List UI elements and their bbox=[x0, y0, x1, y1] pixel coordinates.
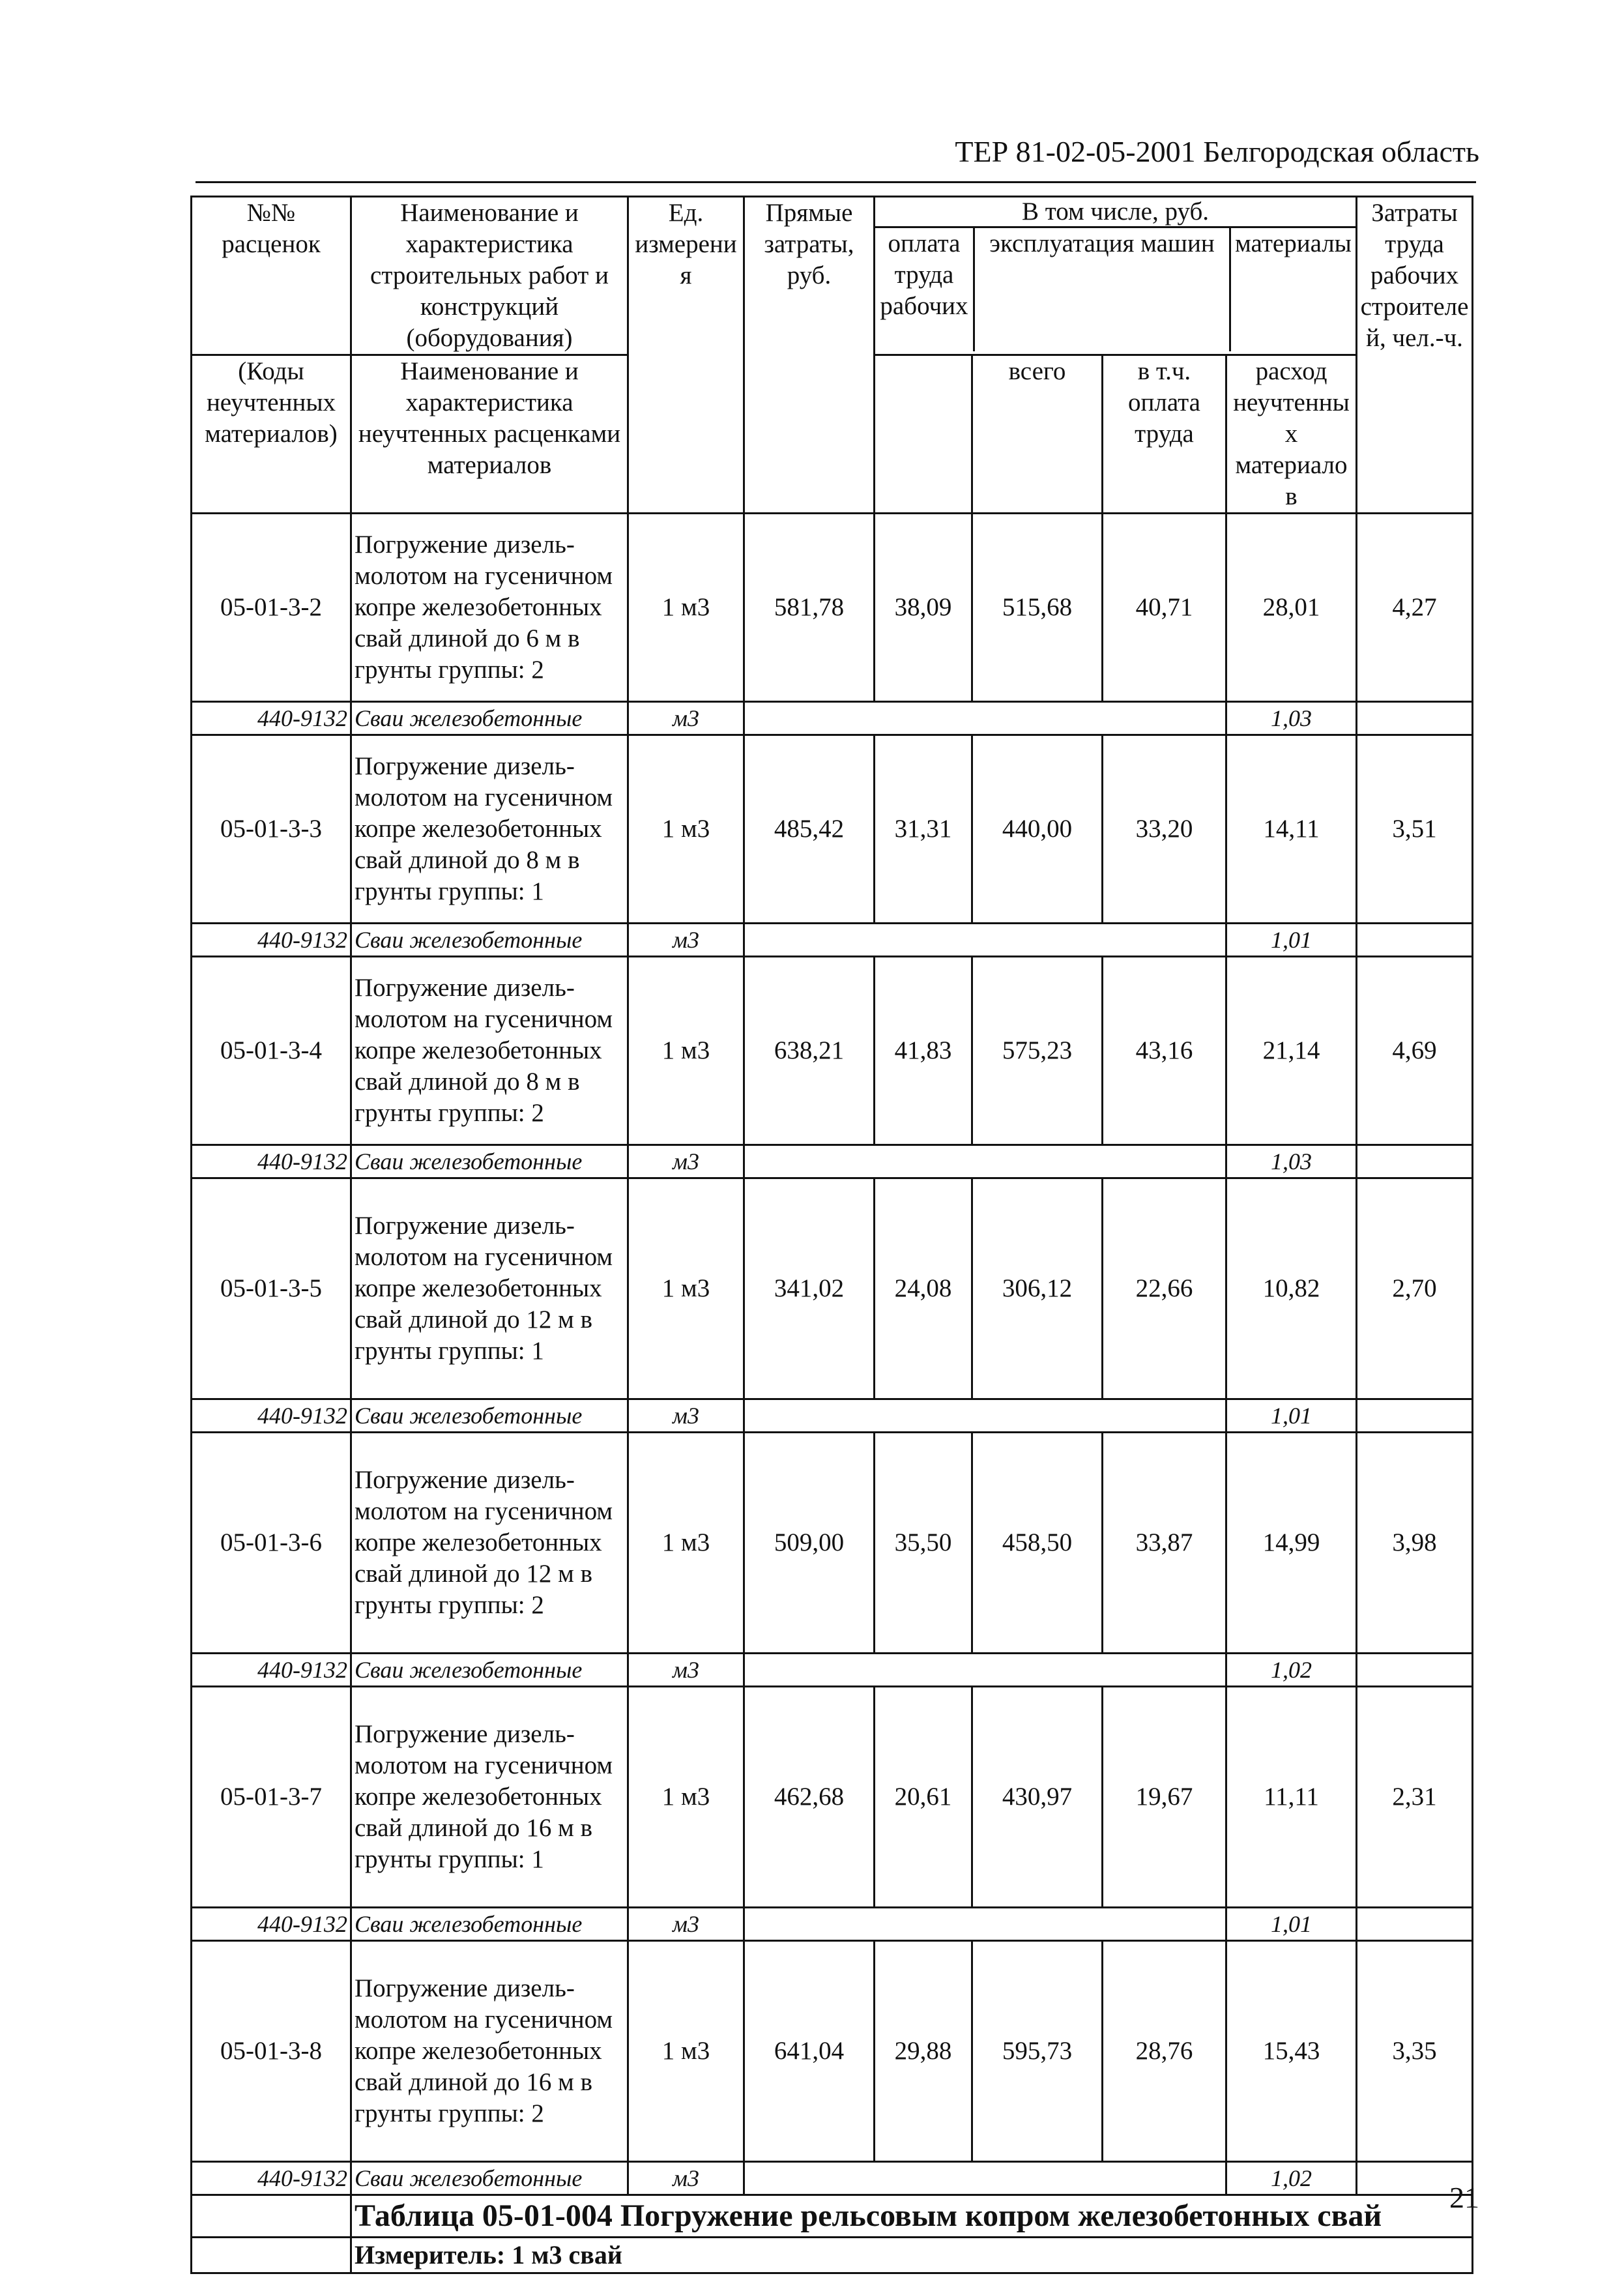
rate-name: Погружение дизель-молотом на гусеничном копре железобетонных свай длиной до 6 м в грунты группы: 2 bbox=[351, 514, 628, 702]
material-row bbox=[192, 1145, 1473, 1178]
rate-labor-hours: 2,70 bbox=[1357, 1178, 1473, 1399]
material-empty bbox=[744, 1399, 1226, 1433]
rate-code: 05-01-3-3 bbox=[192, 735, 351, 924]
rate-direct: 581,78 bbox=[744, 514, 875, 702]
rate-labor: 24,08 bbox=[875, 1178, 972, 1399]
rate-machines-pay: 33,20 bbox=[1103, 735, 1226, 924]
rate-machines-pay: 22,66 bbox=[1103, 1178, 1226, 1399]
rate-machines-pay: 28,76 bbox=[1103, 1941, 1226, 2162]
material-code: 440-9132 bbox=[192, 2162, 351, 2195]
rate-labor: 38,09 bbox=[875, 514, 972, 702]
rate-unit: 1 м3 bbox=[628, 1687, 744, 1908]
meter-empty bbox=[192, 2238, 351, 2273]
material-name: Сваи железобетонные bbox=[351, 1145, 628, 1178]
rate-direct: 485,42 bbox=[744, 735, 875, 924]
material-code: 440-9132 bbox=[192, 924, 351, 957]
rate-name: Погружение дизель-молотом на гусеничном копре железобетонных свай длиной до 8 м в грунты группы: 1 bbox=[351, 735, 628, 924]
rate-materials: 28,01 bbox=[1226, 514, 1357, 702]
rate-direct: 638,21 bbox=[744, 957, 875, 1145]
material-row bbox=[192, 702, 1473, 735]
meter-row bbox=[192, 2238, 1473, 2273]
material-empty bbox=[744, 1654, 1226, 1687]
header-direct: Прямые затраты, руб. bbox=[744, 197, 875, 514]
table-caption: Таблица 05-01-004 Погружение рельсовым копром железобетонных свай bbox=[351, 2195, 1473, 2238]
rate-labor: 29,88 bbox=[875, 1941, 972, 2162]
header-labor-cost: Затраты труда рабочих строителей, чел.-ч. bbox=[1357, 197, 1473, 514]
header-name-materials: Наименование и характеристика неучтенных расценками материалов bbox=[351, 355, 628, 514]
rate-name: Погружение дизель-молотом на гусеничном копре железобетонных свай длиной до 16 м в грунты группы: 2 bbox=[351, 1941, 628, 2162]
rate-name: Погружение дизель-молотом на гусеничном копре железобетонных свай длиной до 8 м в грунты группы: 2 bbox=[351, 957, 628, 1145]
material-code: 440-9132 bbox=[192, 1399, 351, 1433]
rate-direct: 341,02 bbox=[744, 1178, 875, 1399]
header-including-group bbox=[875, 197, 1357, 355]
material-row bbox=[192, 1654, 1473, 1687]
header-rule bbox=[196, 181, 1476, 183]
rate-labor: 31,31 bbox=[875, 735, 972, 924]
material-unit: м3 bbox=[628, 924, 744, 957]
rate-labor-hours: 4,69 bbox=[1357, 957, 1473, 1145]
rate-unit: 1 м3 bbox=[628, 514, 744, 702]
rate-unit: 1 м3 bbox=[628, 735, 744, 924]
material-empty-last bbox=[1357, 924, 1473, 957]
rate-row bbox=[192, 735, 1473, 924]
material-name: Сваи железобетонные bbox=[351, 1908, 628, 1941]
rate-unit: 1 м3 bbox=[628, 1178, 744, 1399]
material-unit: м3 bbox=[628, 702, 744, 735]
material-qty: 1,02 bbox=[1226, 1654, 1357, 1687]
page-number: 21 bbox=[1449, 2181, 1479, 2214]
rate-name: Погружение дизель-молотом на гусеничном копре железобетонных свай длиной до 12 м в грунты группы: 2 bbox=[351, 1433, 628, 1654]
rates-table bbox=[190, 196, 1473, 2274]
material-row bbox=[192, 1908, 1473, 1941]
header-labor-pay: оплата труда рабочих bbox=[875, 228, 975, 351]
material-name: Сваи железобетонные bbox=[351, 2162, 628, 2195]
header-num: №№ расценок bbox=[192, 197, 351, 355]
rate-materials: 14,11 bbox=[1226, 735, 1357, 924]
material-row bbox=[192, 924, 1473, 957]
header-machines: эксплуатация машин bbox=[975, 228, 1231, 351]
rate-labor-hours: 3,35 bbox=[1357, 1941, 1473, 2162]
rate-direct: 641,04 bbox=[744, 1941, 875, 2162]
rate-machines: 430,97 bbox=[972, 1687, 1103, 1908]
material-qty: 1,03 bbox=[1226, 1145, 1357, 1178]
rate-direct: 462,68 bbox=[744, 1687, 875, 1908]
rate-labor: 35,50 bbox=[875, 1433, 972, 1654]
caption-empty bbox=[192, 2195, 351, 2238]
rate-machines: 595,73 bbox=[972, 1941, 1103, 2162]
rate-code: 05-01-3-2 bbox=[192, 514, 351, 702]
material-name: Сваи железобетонные bbox=[351, 1399, 628, 1433]
meter-label: Измеритель: 1 м3 свай bbox=[351, 2238, 1473, 2273]
material-unit: м3 bbox=[628, 1399, 744, 1433]
material-empty bbox=[744, 1145, 1226, 1178]
header-materials: материалы bbox=[1235, 229, 1352, 257]
rate-materials: 15,43 bbox=[1226, 1941, 1357, 2162]
header-machines-pay: в т.ч. оплата труда bbox=[1103, 355, 1226, 514]
material-code: 440-9132 bbox=[192, 1654, 351, 1687]
material-code: 440-9132 bbox=[192, 1145, 351, 1178]
rate-name: Погружение дизель-молотом на гусеничном копре железобетонных свай длиной до 12 м в грунты группы: 1 bbox=[351, 1178, 628, 1399]
material-empty bbox=[744, 924, 1226, 957]
document-header: ТЕР 81-02-05-2001 Белгородская область bbox=[955, 135, 1479, 168]
rate-machines: 575,23 bbox=[972, 957, 1103, 1145]
material-empty-last bbox=[1357, 1145, 1473, 1178]
rate-materials: 10,82 bbox=[1226, 1178, 1357, 1399]
rate-machines-pay: 40,71 bbox=[1103, 514, 1226, 702]
rate-machines-pay: 33,87 bbox=[1103, 1433, 1226, 1654]
rate-labor-hours: 2,31 bbox=[1357, 1687, 1473, 1908]
rate-materials: 21,14 bbox=[1226, 957, 1357, 1145]
rate-materials: 11,11 bbox=[1226, 1687, 1357, 1908]
rate-code: 05-01-3-7 bbox=[192, 1687, 351, 1908]
rate-labor-hours: 3,98 bbox=[1357, 1433, 1473, 1654]
material-code: 440-9132 bbox=[192, 702, 351, 735]
material-empty-last bbox=[1357, 1654, 1473, 1687]
material-empty bbox=[744, 702, 1226, 735]
rate-machines-pay: 19,67 bbox=[1103, 1687, 1226, 1908]
material-qty: 1,02 bbox=[1226, 2162, 1357, 2195]
rate-materials: 14,99 bbox=[1226, 1433, 1357, 1654]
rate-labor-hours: 4,27 bbox=[1357, 514, 1473, 702]
header-unit: Ед. измерения bbox=[628, 197, 744, 514]
rate-code: 05-01-3-8 bbox=[192, 1941, 351, 2162]
material-empty bbox=[744, 2162, 1226, 2195]
rate-row bbox=[192, 957, 1473, 1145]
material-qty: 1,01 bbox=[1226, 924, 1357, 957]
rate-row bbox=[192, 1687, 1473, 1908]
material-row bbox=[192, 2162, 1473, 2195]
rate-code: 05-01-3-4 bbox=[192, 957, 351, 1145]
material-empty-last bbox=[1357, 1908, 1473, 1941]
material-name: Сваи железобетонные bbox=[351, 1654, 628, 1687]
header-empty bbox=[875, 355, 972, 514]
rate-labor-hours: 3,51 bbox=[1357, 735, 1473, 924]
rate-row bbox=[192, 1178, 1473, 1399]
material-code: 440-9132 bbox=[192, 1908, 351, 1941]
rate-row bbox=[192, 514, 1473, 702]
rate-labor: 20,61 bbox=[875, 1687, 972, 1908]
rate-unit: 1 м3 bbox=[628, 957, 744, 1145]
material-name: Сваи железобетонные bbox=[351, 924, 628, 957]
rate-code: 05-01-3-6 bbox=[192, 1433, 351, 1654]
rate-unit: 1 м3 bbox=[628, 1433, 744, 1654]
material-empty-last bbox=[1357, 1399, 1473, 1433]
material-qty: 1,01 bbox=[1226, 1399, 1357, 1433]
caption-row bbox=[192, 2195, 1473, 2238]
header-including: В том числе, руб. bbox=[875, 197, 1356, 228]
rate-machines: 458,50 bbox=[972, 1433, 1103, 1654]
material-unit: м3 bbox=[628, 1654, 744, 1687]
header-materials-use: расход неучтенных материалов bbox=[1226, 355, 1357, 514]
rate-machines: 440,00 bbox=[972, 735, 1103, 924]
header-name: Наименование и характеристика строительных работ и конструкций (оборудования) bbox=[351, 197, 628, 355]
material-unit: м3 bbox=[628, 1145, 744, 1178]
rate-direct: 509,00 bbox=[744, 1433, 875, 1654]
material-row bbox=[192, 1399, 1473, 1433]
header-machines-total: всего bbox=[972, 355, 1103, 514]
material-empty-last bbox=[1357, 702, 1473, 735]
rate-machines-pay: 43,16 bbox=[1103, 957, 1226, 1145]
header-codes: (Коды неучтенных материалов) bbox=[192, 355, 351, 514]
rate-labor: 41,83 bbox=[875, 957, 972, 1145]
rate-row bbox=[192, 1941, 1473, 2162]
material-unit: м3 bbox=[628, 1908, 744, 1941]
rate-unit: 1 м3 bbox=[628, 1941, 744, 2162]
material-unit: м3 bbox=[628, 2162, 744, 2195]
material-qty: 1,03 bbox=[1226, 702, 1357, 735]
material-name: Сваи железобетонные bbox=[351, 702, 628, 735]
rate-machines: 515,68 bbox=[972, 514, 1103, 702]
rate-machines: 306,12 bbox=[972, 1178, 1103, 1399]
material-qty: 1,01 bbox=[1226, 1908, 1357, 1941]
rate-row bbox=[192, 1433, 1473, 1654]
material-empty bbox=[744, 1908, 1226, 1941]
rate-code: 05-01-3-5 bbox=[192, 1178, 351, 1399]
rate-name: Погружение дизель-молотом на гусеничном копре железобетонных свай длиной до 16 м в грунты группы: 1 bbox=[351, 1687, 628, 1908]
